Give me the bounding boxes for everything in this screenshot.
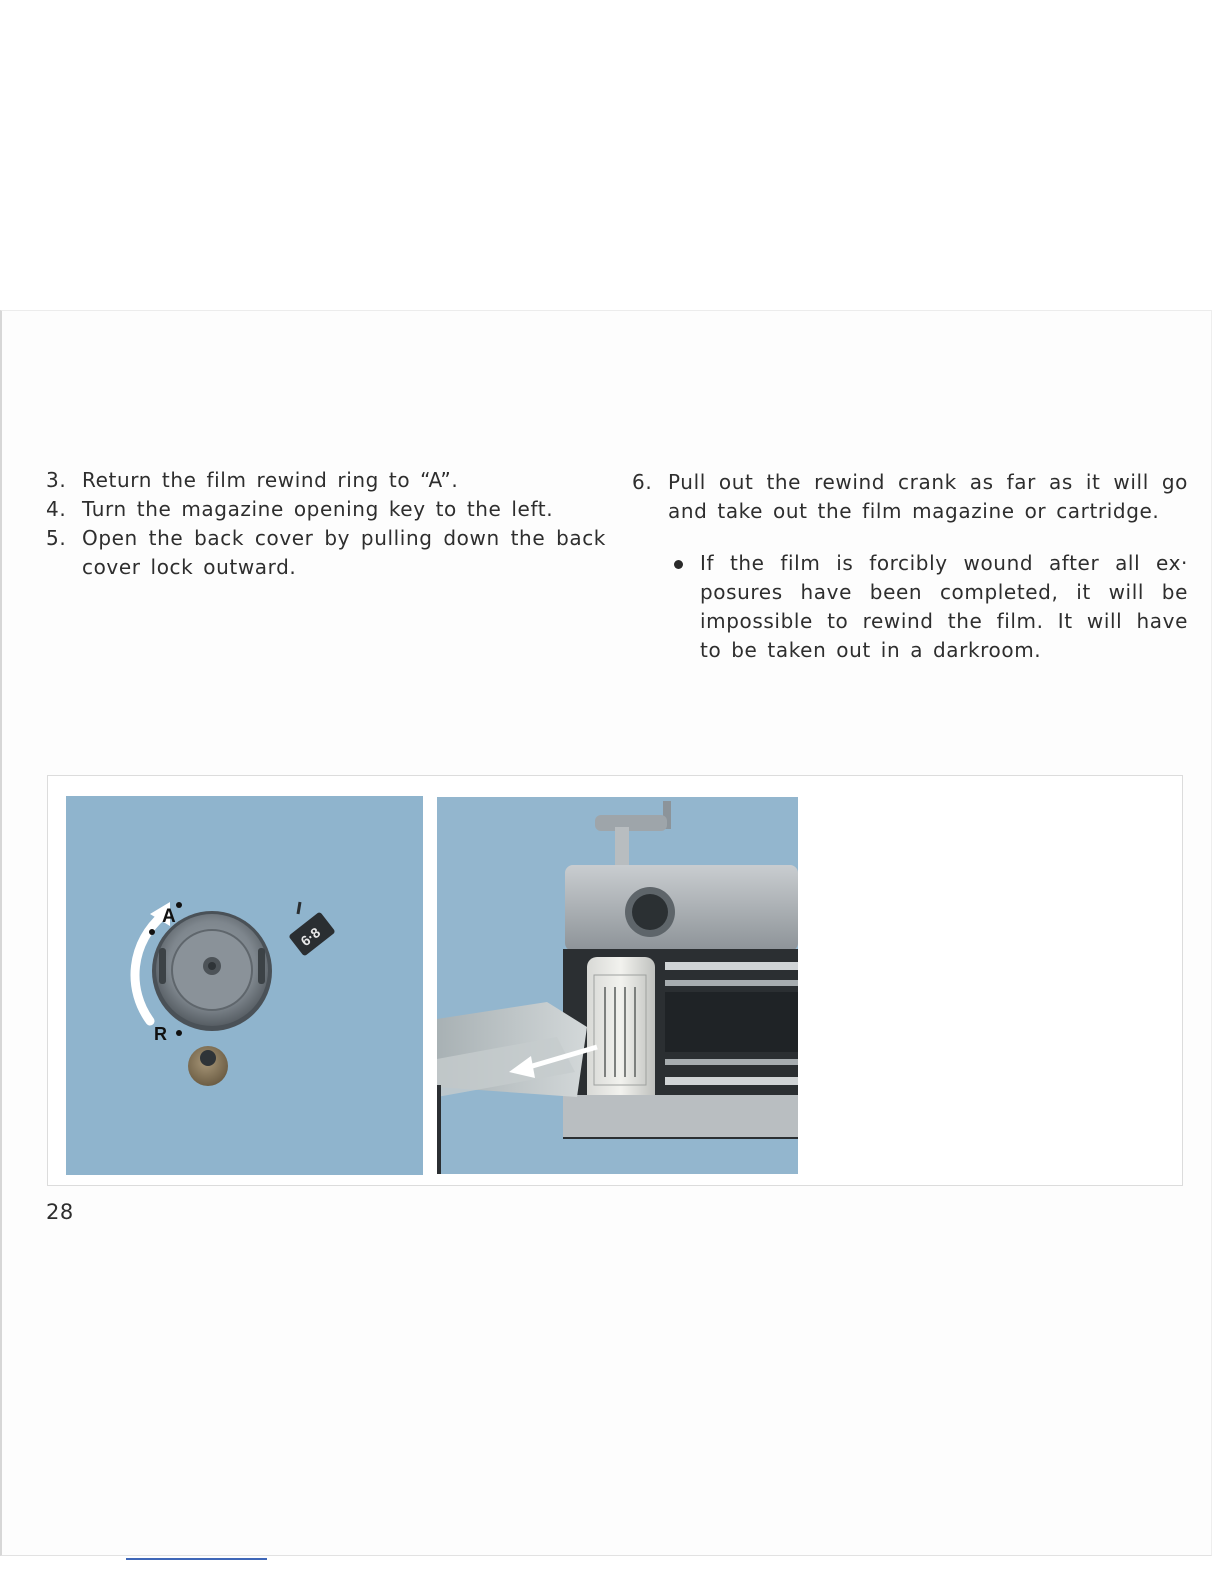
- step-number: 5.: [46, 526, 67, 550]
- magazine-key: [288, 911, 336, 956]
- shutter-area: [665, 992, 798, 1052]
- note-text: If the film is forcibly wound after all ex· posures have been completed, it will be impossible to rewind the film. It will have to be taken out in a darkroom.: [700, 551, 1188, 662]
- step-text: Open the back cover by pulling down the back cover lock outward.: [82, 526, 606, 579]
- label-a: A: [162, 906, 176, 927]
- camera-bottom-rail: [563, 1095, 798, 1137]
- step-6: [632, 468, 1188, 526]
- camera-back-photo: [437, 797, 798, 1174]
- step-text: Return the film rewind ring to “A”.: [82, 468, 459, 492]
- left-text-column: [46, 466, 606, 582]
- camera-top-plate: [565, 865, 798, 951]
- page-number: 28: [46, 1200, 74, 1224]
- step-number: 6.: [632, 470, 653, 494]
- bullet-note: [632, 549, 1188, 665]
- bottom-rule: [126, 1558, 267, 1560]
- step-number: 3.: [46, 468, 67, 492]
- magazine-key-label: 6·8: [297, 924, 324, 950]
- step-5: [46, 524, 606, 582]
- bullet-icon: [674, 560, 683, 569]
- step-text: Turn the magazine opening key to the left.: [82, 497, 554, 521]
- rewind-crank: [595, 815, 667, 831]
- step-number: 4.: [46, 497, 67, 521]
- right-text-column: [632, 468, 1188, 665]
- label-r: R: [154, 1024, 167, 1044]
- step-text: Pull out the rewind crank as far as it will go and take out the film magazine or cartridge.: [668, 470, 1188, 523]
- rewind-ring-illustration: [66, 796, 423, 1175]
- camera-back-illustration: [437, 797, 798, 1174]
- step-3: [46, 466, 606, 495]
- rewind-ring-photo: [66, 796, 423, 1175]
- step-4: [46, 495, 606, 524]
